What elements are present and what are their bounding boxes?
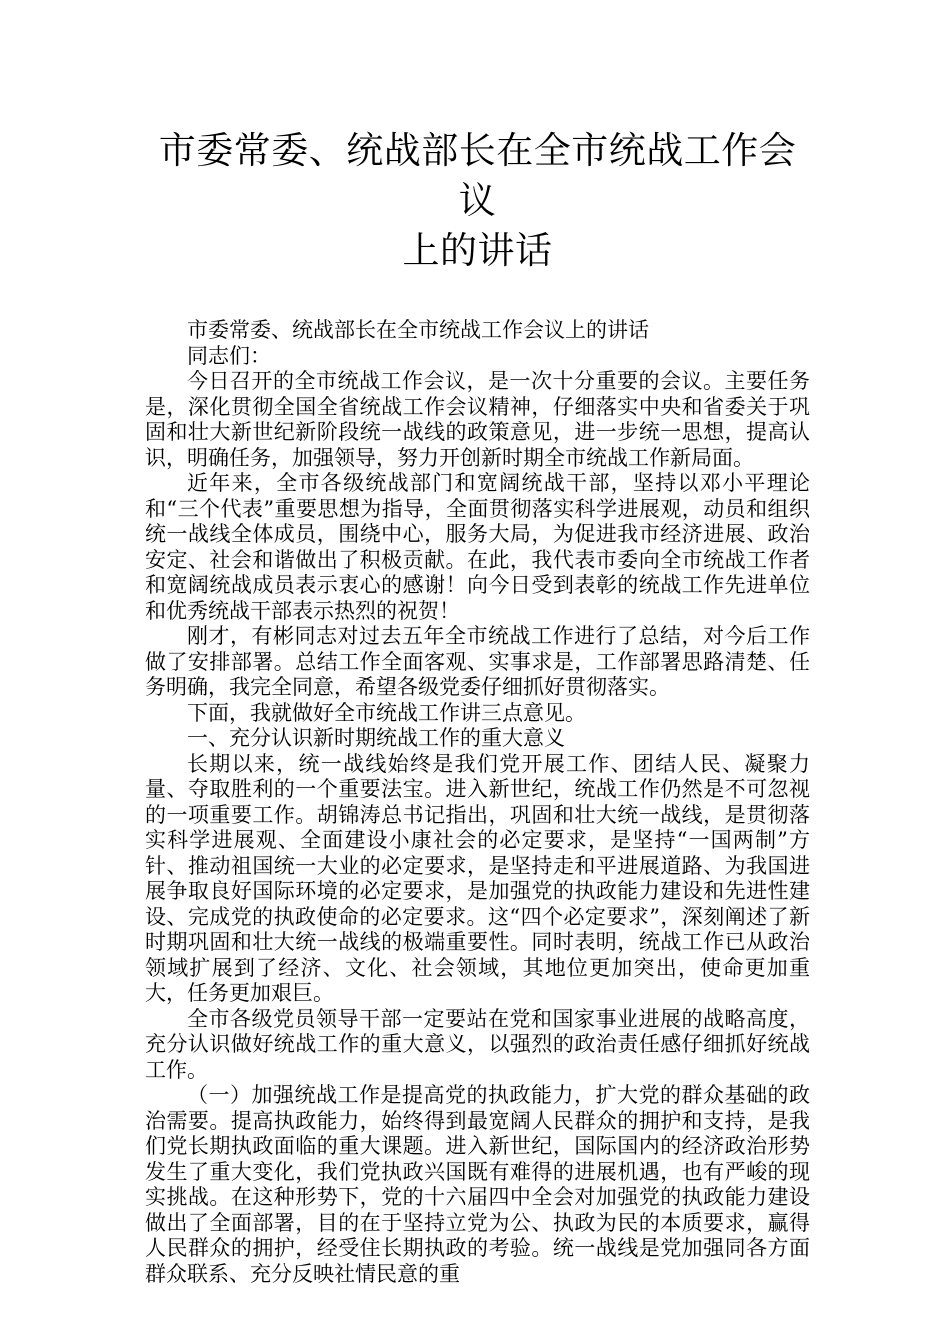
body-paragraph: 近年来，全市各级统战部门和宽阔统战干部，坚持以邓小平理论和“三个代表”重要思想为指导，全面贯彻落实科学进展观，动员和组织统一战线全体成员，围绕中心，服务大局，为促进我市经济进展、政治安定、社会和谐做出了积极贡献。在此，我代表市委向全市统战工作者和宽阔统战成员表示衷心的感谢！向今日受到表彰的统战工作先进单位和优秀统战干部表示热烈的祝贺！ (145, 471, 810, 623)
body-paragraph: 全市各级党员领导干部一定要站在党和国家事业进展的战略高度，充分认识做好统战工作的重大意义，以强烈的政治责任感仔细抓好统战工作。 (145, 1006, 810, 1082)
title-line-2: 上的讲话 (402, 229, 553, 272)
document-page (145, 0, 810, 1287)
title-line-1: 市委常委、统战部长在全市统战工作会议 (158, 129, 797, 222)
section-heading: 一、充分认识新时期统战工作的重大意义 (187, 726, 565, 750)
salutation: 同志们： (187, 343, 271, 368)
document-body (145, 318, 810, 1287)
subtitle-paragraph: 市委常委、统战部长在全市统战工作会议上的讲话 (187, 318, 649, 342)
body-paragraph: 长期以来，统一战线始终是我们党开展工作、团结人民、凝聚力量、夺取胜利的一个重要法宝。进入新世纪，统战工作仍然是不可忽视的一项重要工作。胡锦涛总书记指出，巩固和壮大统一战线，是贯彻落实科学进展观、全面建设小康社会的必定要求，是坚持“一国两制”方针、推动祖国统一大业的必定要求，是坚持走和平进展道路、为我国进展争取良好国际环境的必定要求，是加强党的执政能力建设和先进性建设、完成党的执政使命的必定要求。这“四个必定要求”，深刻阐述了新时期巩固和壮大统一战线的极端重要性。同时表明，统战工作已从政治领域扩展到了经济、文化、社会领域，其地位更加突出，使命更加重大，任务更加艰巨。 (145, 751, 810, 1005)
body-paragraph: 下面，我就做好全市统战工作讲三点意见。 (187, 700, 586, 725)
document-title (145, 0, 810, 276)
body-paragraph: 今日召开的全市统战工作会议，是一次十分重要的会议。主要任务是，深化贯彻全国全省统战工作会议精神，仔细落实中央和省委关于巩固和壮大新世纪新阶段统一战线的政策意见，进一步统一思想，提高认识，明确任务，加强领导，努力开创新时期全市统战工作新局面。 (145, 369, 810, 470)
body-paragraph: （一）加强统战工作是提高党的执政能力，扩大党的群众基础的政治需要。提高执政能力，始终得到最宽阔人民群众的拥护和支持，是我们党长期执政面临的重大课题。进入新世纪，国际国内的经济政治形势发生了重大变化，我们党执政兴国既有难得的进展机遇，也有严峻的现实挑战。在这种形势下，党的十六届四中全会对加强党的执政能力建设做出了全面部署，目的在于坚持立党为公、执政为民的本质要求，赢得人民群众的拥护，经受住长期执政的考验。统一战线是党加强同各方面群众联系、充分反映社情民意的重 (145, 1083, 810, 1286)
body-paragraph: 刚才，有彬同志对过去五年全市统战工作进行了总结，对今后工作做了安排部署。总结工作全面客观、实事求是，工作部署思路清楚、任务明确，我完全同意，希望各级党委仔细抓好贯彻落实。 (145, 624, 810, 699)
